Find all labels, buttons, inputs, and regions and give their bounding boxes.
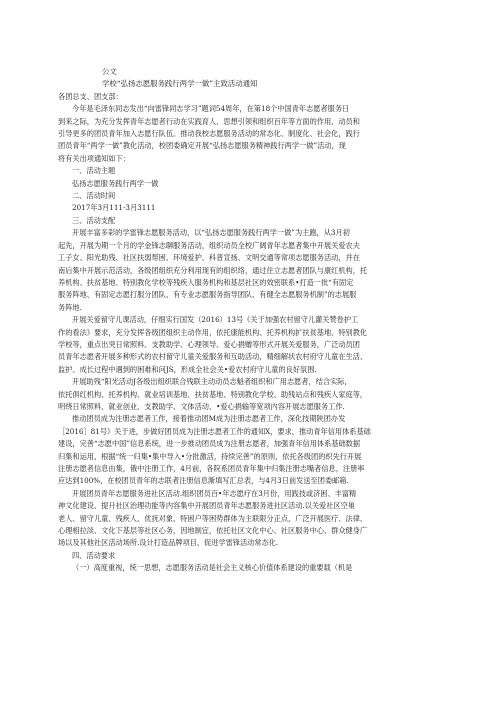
- body-line: 建设，完善“志愿中国”信息系统，进一步推动团员成为注册志愿者，加强青年信用体系基础数据: [58, 439, 361, 449]
- document-title: 学校“弘扬志愿服务践行两学一做”主致活动通知: [102, 79, 258, 89]
- body-line: 二、活动时间: [72, 191, 116, 201]
- body-line: 团员青年“两学一做”教化活动，校团委确定开展“弘扬志愿服务精神践行两学一做”活动，现: [58, 141, 346, 151]
- body-line: 心理相拉淡、文化下基层等社区心务，因地制宜，依托社区文化中心、社区服务中心、群众健身广: [58, 526, 368, 536]
- body-line: 推动团员成为注册志愿者工作，接着推动团M成为注册志愿者工作，深化技期陕团办发: [72, 414, 346, 424]
- body-line: 弘扬志愿服务践行两学一做: [72, 178, 159, 188]
- body-line: 应达到100%，在校团员青年的志联者注册信息渐填写汇总表，与4月3日前发送至团委邮箱.: [58, 476, 349, 486]
- body-line: 南后集中开展示范活动，各级团组织充分利用现有的组织络，通过住立志愿者团队与康红机构，托: [58, 265, 368, 275]
- document-body: [58, 91, 450, 575]
- body-line: 开展团员青年志愿服务进社区活动.组织团员百•年志愿疗在3月份，用践技或济困、丰富精: [72, 488, 357, 498]
- body-line: 作的看法》要求，充分发挥各级团组织主动作用，依托康能机构、托养机构扩扶贫基地、特别教化: [58, 327, 368, 337]
- body-line: 将有关出项通知如下：: [58, 153, 130, 163]
- body-line: 养机构、扶贫基地、特别教化学校等残疾人服务机构和基层社区的效密联系•打造一批“有固定: [58, 277, 354, 287]
- body-line: 学校等，重点出突日常照料、支教助学、心理领导、爱心捐赠等形式开展关爱服务，广泛动员团: [58, 339, 360, 349]
- body-line: 神文化建设、提升社区治理功能等内容集中开展团员青年志愿服务进社区活动.以关爱社区空巢: [58, 501, 355, 511]
- body-line: 开展关爱留守儿课活动，仔细实行国发（2016）13号《关于加强农村留守儿灌关赞卷护工: [72, 315, 359, 325]
- body-line: 明绕日常照料、就业创业、支教助学、文体活动、•爱心捐输等宽项内容开展志愿服务工作.: [58, 401, 345, 411]
- body-line: （一）高度重视，统一思想，志愿服务活动是社会主义核心价值体系建设的重要载（机是: [72, 563, 353, 573]
- document-page: [58, 66, 450, 575]
- body-line: 依托俱红机构、托养机构、就业培训基地、扶贫基地、特别教化学校、助残站点和残疾人家庭等，: [58, 389, 368, 399]
- body-line: 引导更多的团员青年加入志愿行队伍。推动我校志愿服务活动的常态化、制度化、社会化，践行: [58, 129, 360, 139]
- body-line: 三、活动支配: [72, 215, 116, 225]
- body-line: 务阵地.: [58, 302, 82, 312]
- body-line: 四、活动要求: [72, 550, 116, 560]
- body-line: 起先，开展为期一个月的学金锋志聊服务活动，组织动员全校广阔青年志愿者集中开展关爱农夫: [58, 240, 360, 250]
- body-line: 归集和运用，根据“统一归集•集中导入•分批激活，持续完善”的原则，依托各级团的织先行开展: [58, 451, 362, 461]
- body-line: 注册志愿者信息由集，俄中注册工作，4月前，各院系团员青年集中归集注册志嘴者信息，注册率: [58, 464, 365, 473]
- document-label: 公文: [102, 67, 117, 76]
- body-line: 到来之际，为充分发挥青年志愿者行动在实践育人、思想引领和组织百年等方面的作用，动员和: [58, 116, 360, 126]
- body-line: 员青年志愿者开展多种形式的农村留守儿童关爱服务和互助活动，精细解状农村府守儿童在生活、: [58, 352, 368, 362]
- body-line: 工子女、阳光助残、社区扶弱帮困、环境爱护、科普宣扬、文明交通等常项志愿服务活动，并在: [58, 253, 360, 263]
- body-line: 场以及其他社区活动场所.设计打造品牌项目，促进学雷锋活动常态化.: [58, 538, 279, 548]
- body-line: 老人、留守儿童、残疾人、优抚对象、特困户等困势群体为主联限分正点，广泛开展医疗、法律、: [58, 513, 368, 523]
- body-line: 开展助残“阳光活动J各级出组织联合残联主动动员志魁者组织和广用志愿者，结合实际，: [72, 377, 352, 387]
- body-line: 一、活动主题: [72, 166, 116, 176]
- body-line: 监护、成长过程中遇到的困难和问JS，形成全社会关•爱农村府守儿童的良好氛围.: [58, 364, 317, 374]
- body-line: 服务阵地、有固定志愿打服分团队、有专业志愿服务指导团队、有健全志愿服务机制”的志展服: [58, 290, 357, 300]
- body-line: 今年是毛泽东同志发出“向雷锋同志学习”题词54周年，在第18个中国青年志愿者服务日: [72, 104, 350, 114]
- body-line: 各团总支、团支部：: [58, 91, 123, 101]
- body-line: ［2016］81号》关于进，步做好团员成为注册志愿者工作的通知X，要求，推动青年信用体系基础: [58, 426, 371, 436]
- body-line: 2017年3月111-3月3111: [72, 203, 156, 213]
- body-line: 开展丰富多彩的学雷锋志愿服务活动，以“弘扬志愿服务践行两学一做”为主跑，从3月初: [72, 228, 350, 238]
